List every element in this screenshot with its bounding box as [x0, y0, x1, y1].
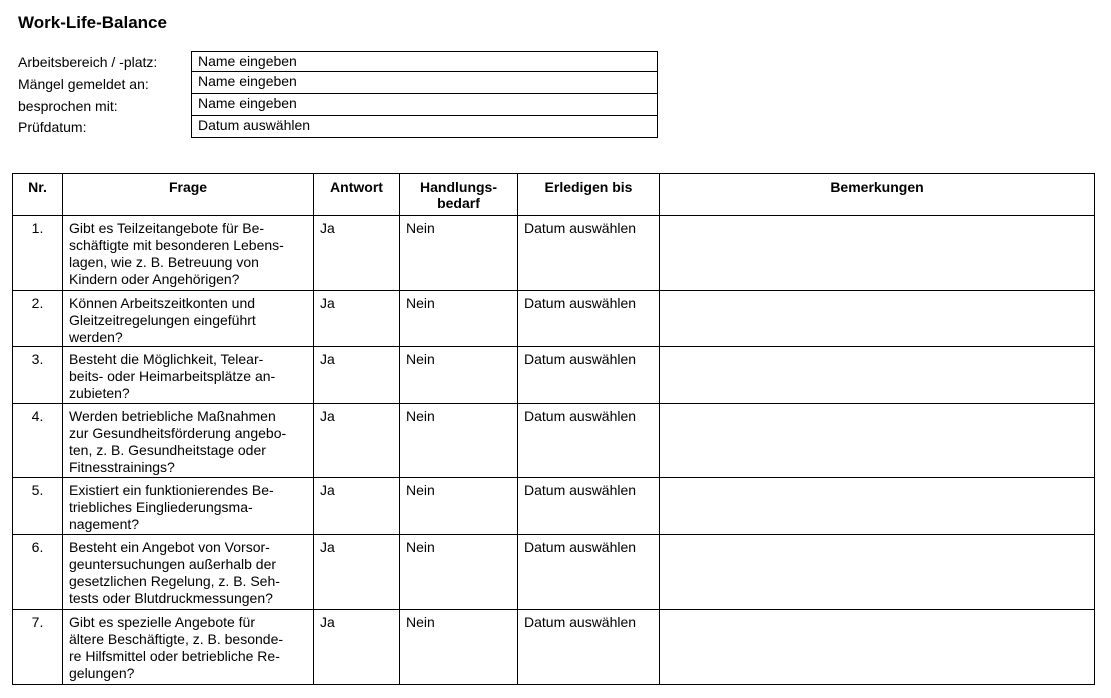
- question-line: Gleitzeitregelungen eingeführt: [69, 312, 256, 328]
- question-line: ten, z. B. Gesundheitstage oder: [69, 442, 266, 458]
- question-line: beits- oder Heimarbeitsplätze an-: [69, 368, 276, 384]
- table-row: [13, 347, 1095, 404]
- action-needed-dropdown[interactable]: Nein: [400, 291, 518, 347]
- due-date-picker[interactable]: Datum auswählen: [518, 535, 660, 610]
- remarks-field[interactable]: [660, 535, 1095, 610]
- question-cell: [63, 535, 314, 610]
- question-line: Werden betriebliche Maßnahmen: [69, 408, 276, 424]
- answer-dropdown[interactable]: Ja: [314, 404, 400, 478]
- due-date-picker[interactable]: Datum auswählen: [518, 216, 660, 291]
- meta-label-arbeitsbereich: Arbeitsbereich / -platz:: [18, 54, 158, 70]
- question-line: nagement?: [69, 516, 140, 532]
- pruefdatum-field[interactable]: Datum auswählen: [191, 116, 658, 138]
- due-date-picker[interactable]: Datum auswählen: [518, 610, 660, 685]
- remarks-field[interactable]: [660, 610, 1095, 685]
- action-needed-dropdown[interactable]: Nein: [400, 610, 518, 685]
- table-row: [13, 404, 1095, 478]
- action-needed-dropdown[interactable]: Nein: [400, 404, 518, 478]
- row-number: 2.: [31, 295, 44, 311]
- answer-dropdown[interactable]: Ja: [314, 216, 400, 291]
- meta-label-besprochen: besprochen mit:: [18, 98, 118, 114]
- due-date-picker[interactable]: Datum auswählen: [518, 478, 660, 535]
- question-line: re Hilfsmittel oder betriebliche Re-: [69, 648, 280, 664]
- row-number-cell: [13, 610, 63, 685]
- remarks-field[interactable]: [660, 216, 1095, 291]
- arbeitsbereich-field[interactable]: Name eingeben: [191, 51, 658, 72]
- row-number: 3.: [31, 351, 44, 367]
- header-handlungsbedarf: [400, 174, 518, 216]
- due-date-picker[interactable]: Datum auswählen: [518, 291, 660, 347]
- row-number-cell: [13, 291, 63, 347]
- question-line: schäftigte mit besonderen Lebens-: [69, 237, 284, 253]
- question-line: geuntersuchungen außerhalb der: [69, 556, 277, 572]
- header-bemerkungen: Bemerkungen: [660, 174, 1095, 216]
- row-number: 1.: [31, 220, 44, 236]
- row-number-cell: [13, 404, 63, 478]
- answer-dropdown[interactable]: Ja: [314, 291, 400, 347]
- question-line: tests oder Blutdruckmessungen?: [69, 590, 273, 606]
- meta-label-maengel: Mängel gemeldet an:: [18, 76, 149, 92]
- action-needed-dropdown[interactable]: Nein: [400, 478, 518, 535]
- question-cell: [63, 404, 314, 478]
- row-number: 6.: [31, 539, 44, 555]
- question-cell: [63, 478, 314, 535]
- question-line: zubieten?: [69, 385, 130, 401]
- question-cell: [63, 347, 314, 404]
- answer-dropdown[interactable]: Ja: [314, 478, 400, 535]
- row-number: 5.: [31, 482, 44, 498]
- action-needed-dropdown[interactable]: Nein: [400, 216, 518, 291]
- header-erledigen: Erledigen bis: [518, 174, 660, 216]
- question-line: ältere Beschäftigte, z. B. besonde-: [69, 631, 284, 647]
- table-row: [13, 216, 1095, 291]
- remarks-field[interactable]: [660, 347, 1095, 404]
- header-nr: Nr.: [13, 174, 63, 216]
- remarks-field[interactable]: [660, 478, 1095, 535]
- action-needed-dropdown[interactable]: Nein: [400, 535, 518, 610]
- question-line: Besteht die Möglichkeit, Telear-: [69, 351, 264, 367]
- header-handlungsbedarf-line2: bedarf: [437, 195, 480, 211]
- question-line: triebliches Eingliederungsma-: [69, 499, 253, 515]
- row-number: 4.: [31, 408, 44, 424]
- maengel-gemeldet-field[interactable]: Name eingeben: [191, 72, 658, 94]
- row-number-cell: [13, 535, 63, 610]
- question-line: Existiert ein funktionierendes Be-: [69, 482, 274, 498]
- header-antwort: Antwort: [314, 174, 400, 216]
- checklist-table: [12, 173, 1095, 685]
- action-needed-dropdown[interactable]: Nein: [400, 347, 518, 404]
- table-header-row: [13, 174, 1095, 216]
- question-line: Fitnesstrainings?: [69, 459, 175, 475]
- answer-dropdown[interactable]: Ja: [314, 347, 400, 404]
- answer-dropdown[interactable]: Ja: [314, 535, 400, 610]
- question-cell: [63, 216, 314, 291]
- row-number: 7.: [31, 614, 44, 630]
- header-frage: Frage: [63, 174, 314, 216]
- question-line: zur Gesundheitsförderung angebo-: [69, 425, 287, 441]
- table-row: [13, 610, 1095, 685]
- table-row: [13, 478, 1095, 535]
- question-line: gesetzlichen Regelung, z. B. Seh-: [69, 573, 280, 589]
- row-number-cell: [13, 347, 63, 404]
- row-number-cell: [13, 478, 63, 535]
- meta-label-pruefdatum: Prüfdatum:: [18, 119, 87, 135]
- question-line: Können Arbeitszeitkonten und: [69, 295, 256, 311]
- remarks-field[interactable]: [660, 404, 1095, 478]
- answer-dropdown[interactable]: Ja: [314, 610, 400, 685]
- question-line: gelungen?: [69, 665, 135, 681]
- due-date-picker[interactable]: Datum auswählen: [518, 404, 660, 478]
- question-line: Gibt es Teilzeitangebote für Be-: [69, 220, 265, 236]
- header-handlungsbedarf-line1: Handlungs-: [420, 179, 497, 195]
- table-row: [13, 291, 1095, 347]
- besprochen-mit-field[interactable]: Name eingeben: [191, 94, 658, 116]
- question-line: lagen, wie z. B. Betreuung von: [69, 254, 259, 270]
- due-date-picker[interactable]: Datum auswählen: [518, 347, 660, 404]
- question-line: Besteht ein Angebot von Vorsor-: [69, 539, 270, 555]
- question-line: Kindern oder Angehörigen?: [69, 271, 240, 287]
- row-number-cell: [13, 216, 63, 291]
- question-cell: [63, 610, 314, 685]
- question-line: werden?: [69, 329, 123, 345]
- page-title: Work-Life-Balance: [18, 13, 167, 32]
- question-line: Gibt es spezielle Angebote für: [69, 614, 256, 630]
- remarks-field[interactable]: [660, 291, 1095, 347]
- question-cell: [63, 291, 314, 347]
- table-row: [13, 535, 1095, 610]
